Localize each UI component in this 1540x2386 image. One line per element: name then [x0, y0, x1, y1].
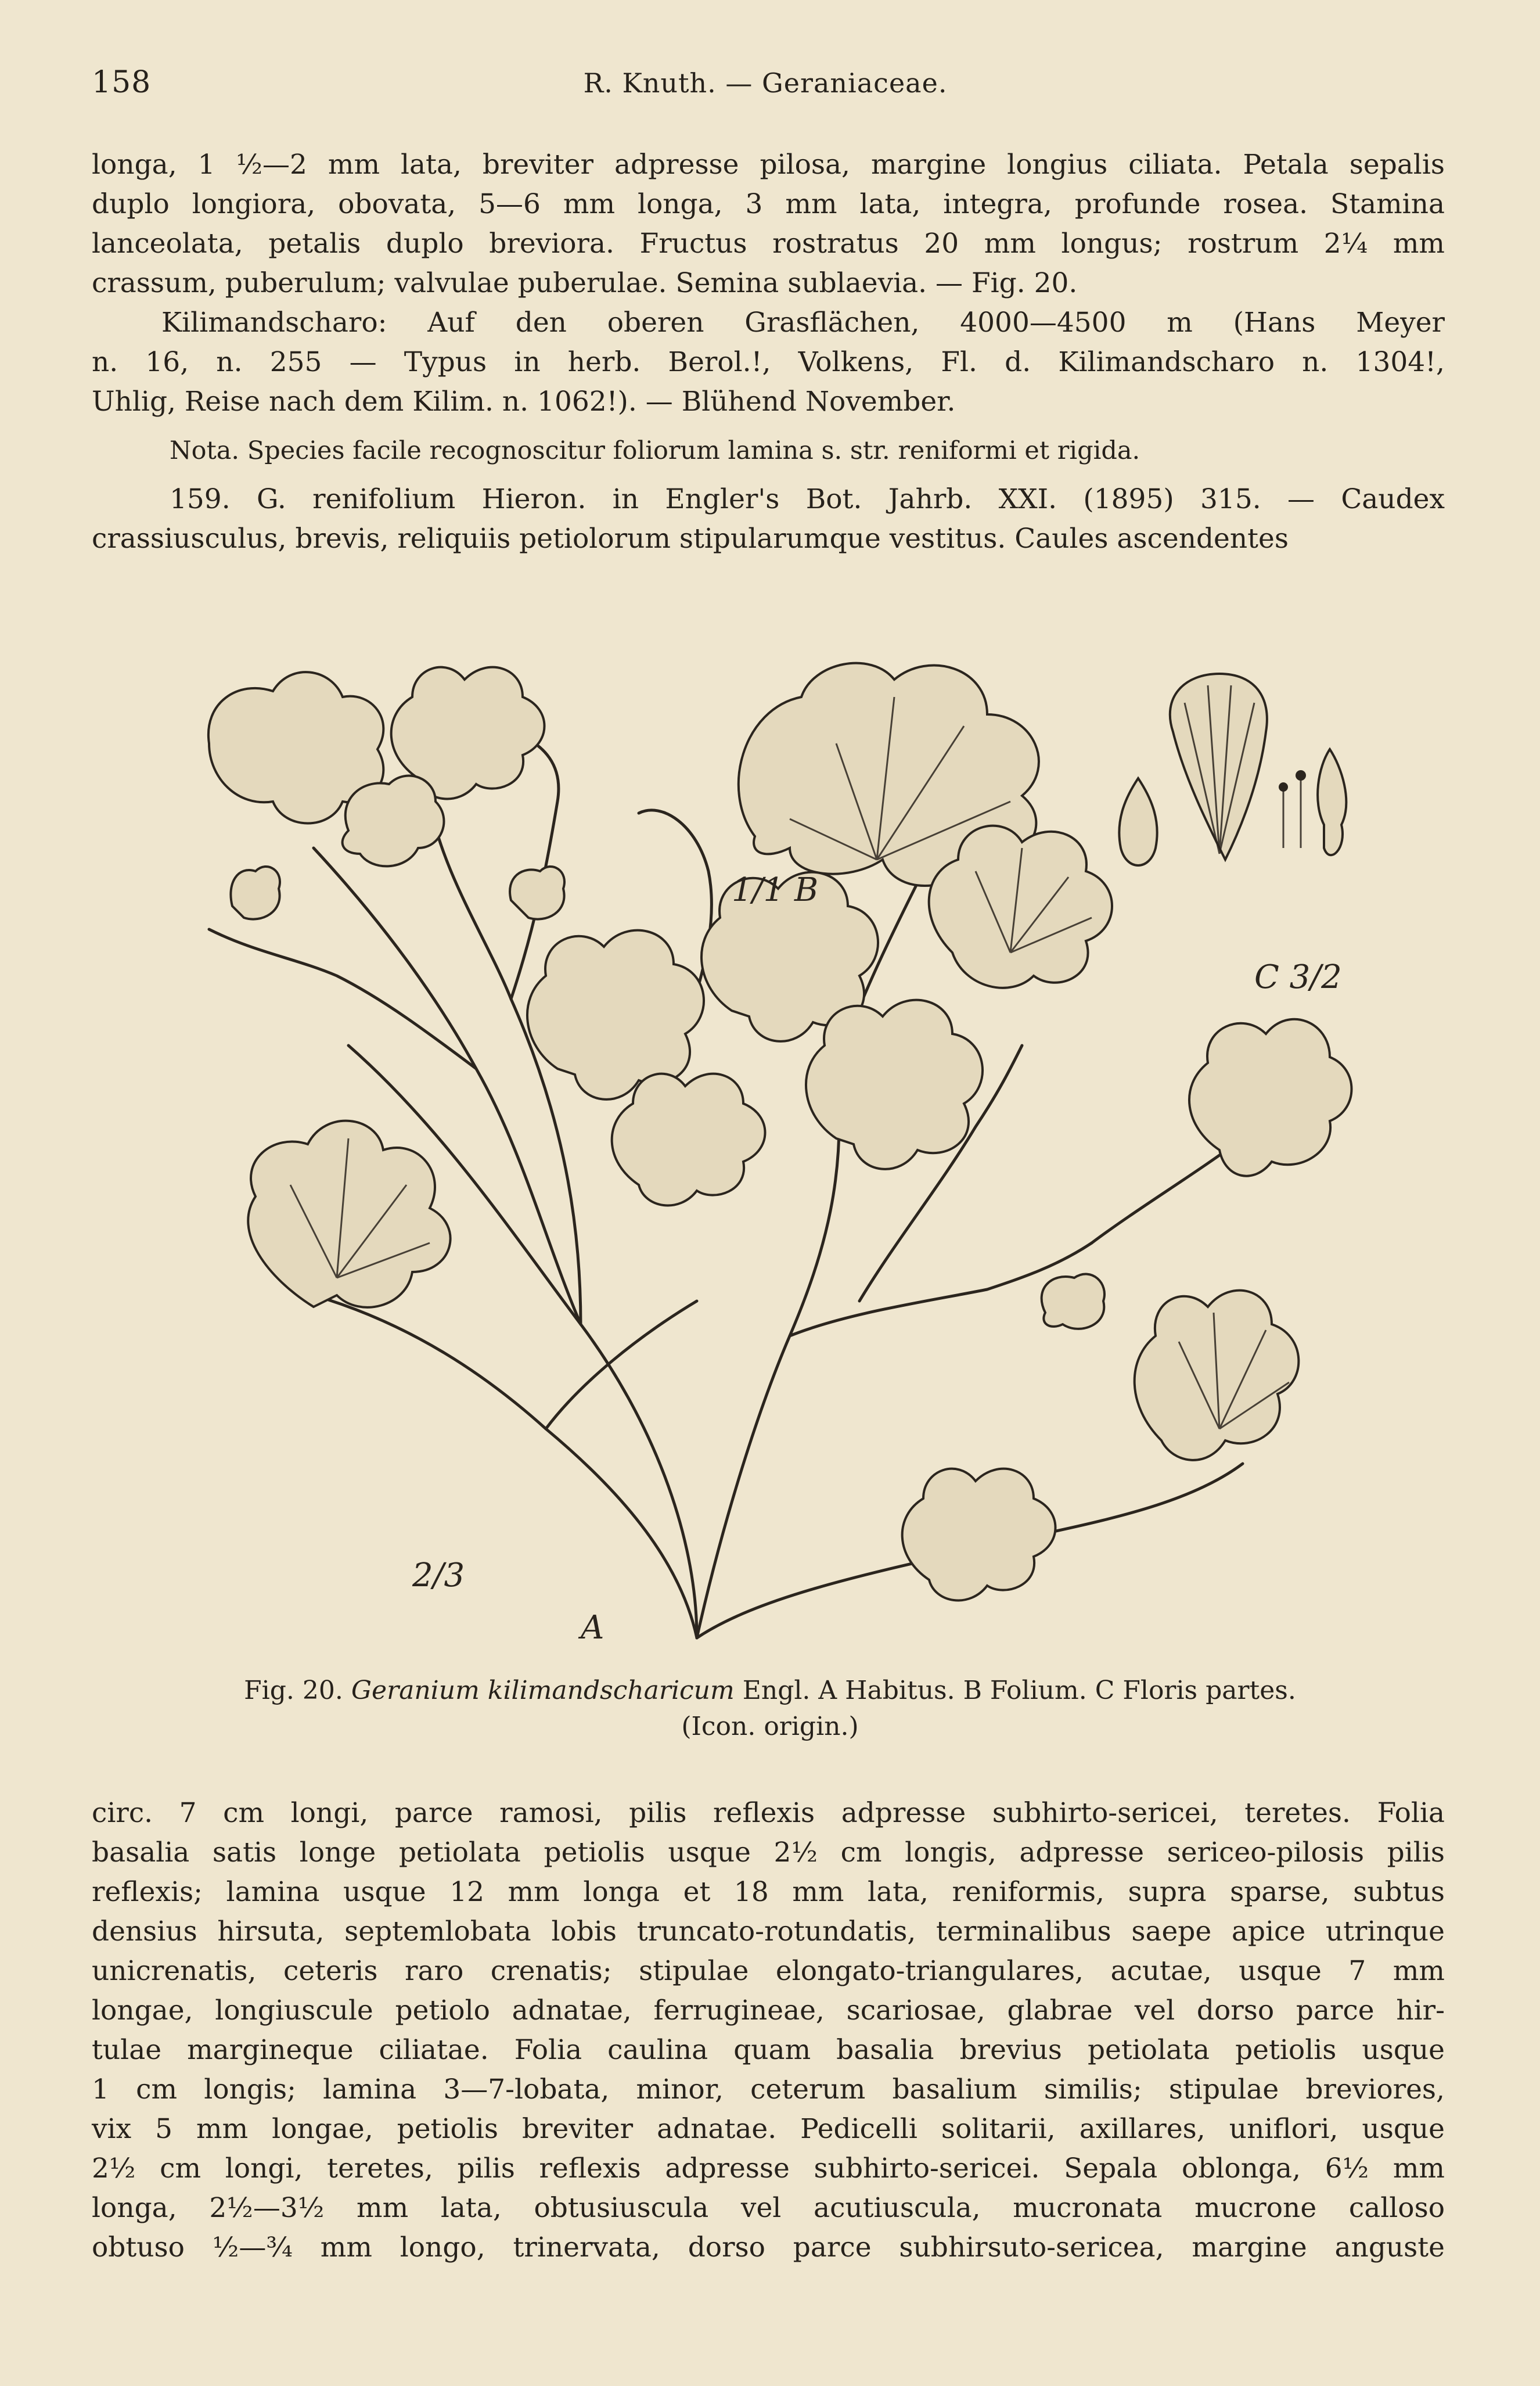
text-line: densius hirsuta, septemlobata lobis truncato-rotundatis, terminalibus saepe apice utrinque — [92, 1916, 1445, 1947]
flower-bud — [1042, 1274, 1104, 1329]
text-line: 159. G. renifolium Hieron. in Engler's Bot. Jahrb. XXI. (1895) 315. — Caudex — [170, 483, 1445, 515]
text-line: longa, 1 ½—2 mm lata, breviter adpresse pilosa, margine longius ciliata. Petala sepalis — [92, 149, 1445, 181]
stem — [546, 1301, 697, 1429]
label-b: B — [794, 871, 819, 909]
caption-fig-number: Fig. 20. — [244, 1676, 343, 1705]
text-line: basalia satis longe petiolata petiolis usque 2½ cm longis, adpresse sericeo-pilosis pilis — [92, 1837, 1445, 1868]
leaf-outline — [612, 1074, 765, 1206]
caption-line-1 — [116, 1673, 1424, 1709]
paragraph-species-159 — [92, 480, 1445, 559]
anther — [1296, 770, 1306, 781]
text-line: 1 cm longis; lamina 3—7-lobata, minor, ceterum basalium similis; stipulae breviores, — [92, 2074, 1445, 2105]
text-line: longa, 2½—3½ mm lata, obtusiuscula vel acutiuscula, mucronata mucrone calloso — [92, 2192, 1445, 2224]
scale-c: 3/2 — [1289, 958, 1342, 996]
figure-scale-a — [412, 1557, 465, 1594]
text-line: crassum, puberulum; valvulae puberulae. Semina sublaevia. — Fig. 20. — [92, 267, 1078, 299]
stem — [209, 929, 476, 1069]
stem — [314, 1295, 697, 1638]
text-line: lanceolata, petalis duplo breviora. Fructus rostratus 20 mm longus; rostrum 2¼ mm — [92, 228, 1445, 260]
figure-label-a — [581, 1609, 604, 1647]
caption-parts: Engl. A Habitus. B Folium. C Floris partes. — [742, 1676, 1296, 1705]
anther — [1279, 782, 1288, 792]
flower-bud — [510, 867, 564, 919]
figure-label-b — [732, 871, 818, 909]
scale-b: 1/1 — [732, 871, 785, 909]
leaf-outline — [248, 1121, 450, 1307]
paragraph-nota — [92, 431, 1445, 470]
text-line: Nota. Species facile recognoscitur foliorum lamina s. str. reniformi et rigida. — [170, 436, 1140, 465]
running-head — [92, 65, 1439, 106]
text-line: reflexis; lamina usque 12 mm longa et 18 mm lata, reniformis, supra sparse, subtus — [92, 1876, 1445, 1908]
text-line: Kilimandscharo: Auf den oberen Grasflächen, 4000—4500 m (Hans Meyer — [161, 307, 1445, 339]
botanical-illustration — [139, 627, 1434, 1684]
paragraph-description — [92, 145, 1445, 303]
scale-a: 2/3 — [412, 1557, 465, 1594]
label-a: A — [581, 1609, 605, 1647]
text-line: Uhlig, Reise nach dem Kilim. n. 1062!). — Blühend November. — [92, 386, 956, 418]
leaf-outline — [1189, 1019, 1352, 1176]
text-line: crassiusculus, brevis, reliquiis petiolorum stipularumque vestitus. Caules ascendentes — [92, 523, 1289, 555]
text-line: 2½ cm longi, teretes, pilis reflexis adpresse subhirto-sericei. Sepala oblonga, 6½ mm — [92, 2153, 1445, 2184]
running-title: R. Knuth. — Geraniaceae. — [583, 67, 948, 99]
caption-line-2: (Icon. origin.) — [681, 1712, 859, 1741]
paragraph-locality — [92, 303, 1445, 422]
text-line: tulae margineque ciliatae. Folia caulina quam basalia brevius petiolata petiolis usque — [92, 2034, 1445, 2066]
leaf-outline — [806, 1000, 983, 1169]
pistil-outline — [1318, 749, 1346, 855]
text-line: longae, longiuscule petiolo adnatae, ferrugineae, scariosae, glabrae vel dorso parce hir- — [92, 1995, 1445, 2026]
text-line: circ. 7 cm longi, parce ramosi, pilis reflexis adpresse subhirto-sericei, teretes. Folia — [92, 1797, 1445, 1829]
leaf-outline — [902, 1469, 1056, 1601]
text-line: obtuso ½—¾ mm longo, trinervata, dorso parce subhirsuto-sericea, margine anguste — [92, 2232, 1445, 2263]
paragraph-renifolium-description — [92, 1794, 1445, 2268]
caption-species: Geranium kilimandscharicum — [351, 1676, 735, 1705]
flower-bud — [231, 867, 280, 919]
text-line: duplo longiora, obovata, 5—6 mm longa, 3 mm lata, integra, profunde rosea. Stamina — [92, 188, 1445, 220]
figure-label-c — [1254, 958, 1342, 996]
text-line: vix 5 mm longae, petiolis breviter adnatae. Pedicelli solitarii, axillares, uniflori, usque — [92, 2113, 1445, 2145]
label-c: C — [1254, 958, 1279, 996]
figure-caption — [116, 1673, 1424, 1745]
page-number: 158 — [92, 65, 152, 100]
sepal-outline — [1119, 778, 1157, 865]
leaf-outline — [527, 930, 704, 1099]
flower-outline — [343, 776, 444, 867]
text-line: unicrenatis, ceteris raro crenatis; stipulae elongato-triangulares, acutae, usque 7 mm — [92, 1955, 1445, 1987]
text-line: n. 16, n. 255 — Typus in herb. Berol.!, Volkens, Fl. d. Kilimandscharo n. 1304!, — [92, 346, 1445, 378]
